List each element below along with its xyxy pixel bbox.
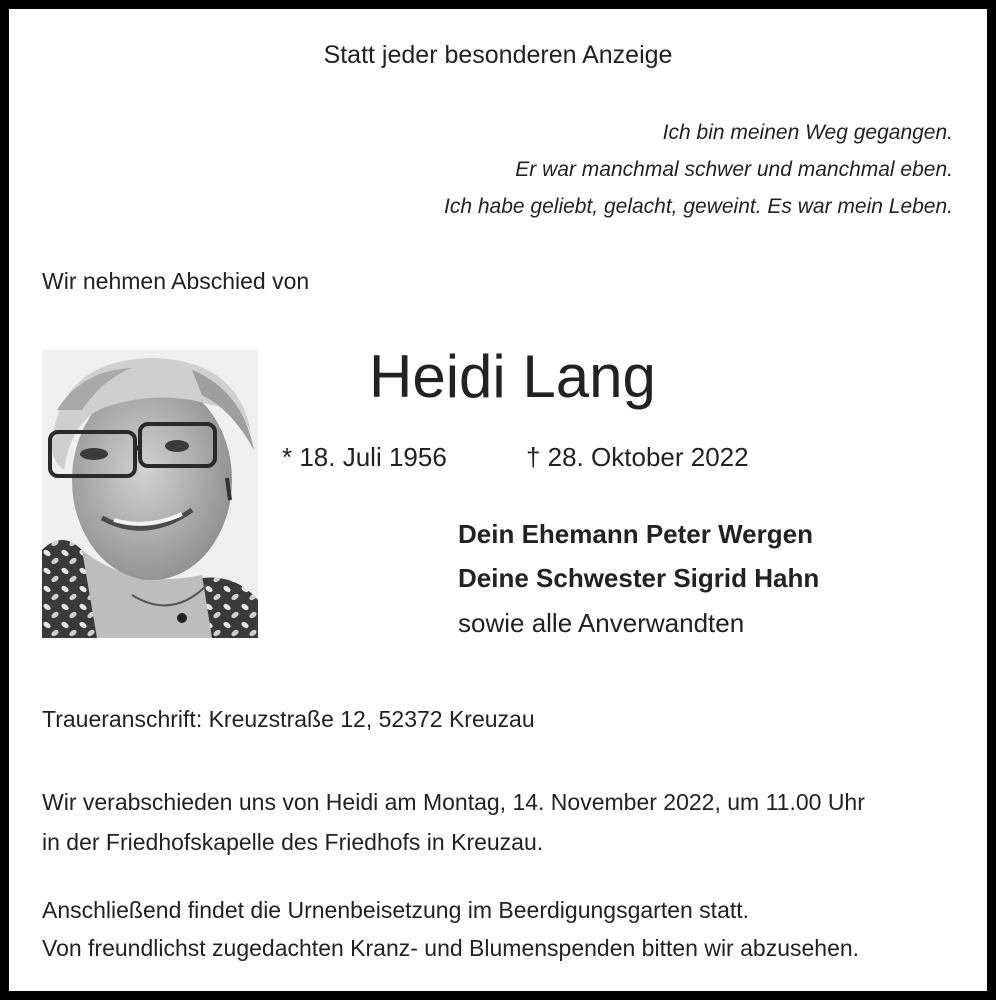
intro-text: Wir nehmen Abschied von xyxy=(42,268,310,294)
poem-line-2: Er war manchmal schwer und manchmal eben. xyxy=(515,158,953,181)
notice-header: Statt jeder besonderen Anzeige xyxy=(323,41,673,69)
birth-date: * 18. Juli 1956 xyxy=(282,442,447,472)
death-date: † 28. Oktober 2022 xyxy=(526,442,749,472)
ceremony-line-2: in der Friedhofskapelle des Friedhofs in Kreuzau. xyxy=(42,829,544,855)
obituary-notice xyxy=(9,9,987,991)
mourner-husband: Dein Ehemann Peter Wergen xyxy=(458,519,813,549)
deceased-name: Heidi Lang xyxy=(369,343,656,410)
mourner-sister: Deine Schwester Sigrid Hahn xyxy=(458,563,820,593)
portrait-photo xyxy=(42,350,258,638)
poem-line-3: Ich habe geliebt, gelacht, geweint. Es war mein Leben. xyxy=(444,195,953,218)
closing-line-1: Anschließend findet die Urnenbeisetzung im Beerdigungsgarten statt. xyxy=(42,897,750,923)
mourner-relatives: sowie alle Anverwandten xyxy=(458,608,745,638)
ceremony-line-1: Wir verabschieden uns von Heidi am Montag, 14. November 2022, um 11.00 Uhr xyxy=(42,789,865,815)
mourning-address: Traueranschrift: Kreuzstraße 12, 52372 Kreuzau xyxy=(42,706,535,732)
closing-line-2: Von freundlichst zugedachten Kranz- und Blumenspenden bitten wir abzusehen. xyxy=(42,935,860,961)
poem-line-1: Ich bin meinen Weg gegangen. xyxy=(662,121,953,144)
